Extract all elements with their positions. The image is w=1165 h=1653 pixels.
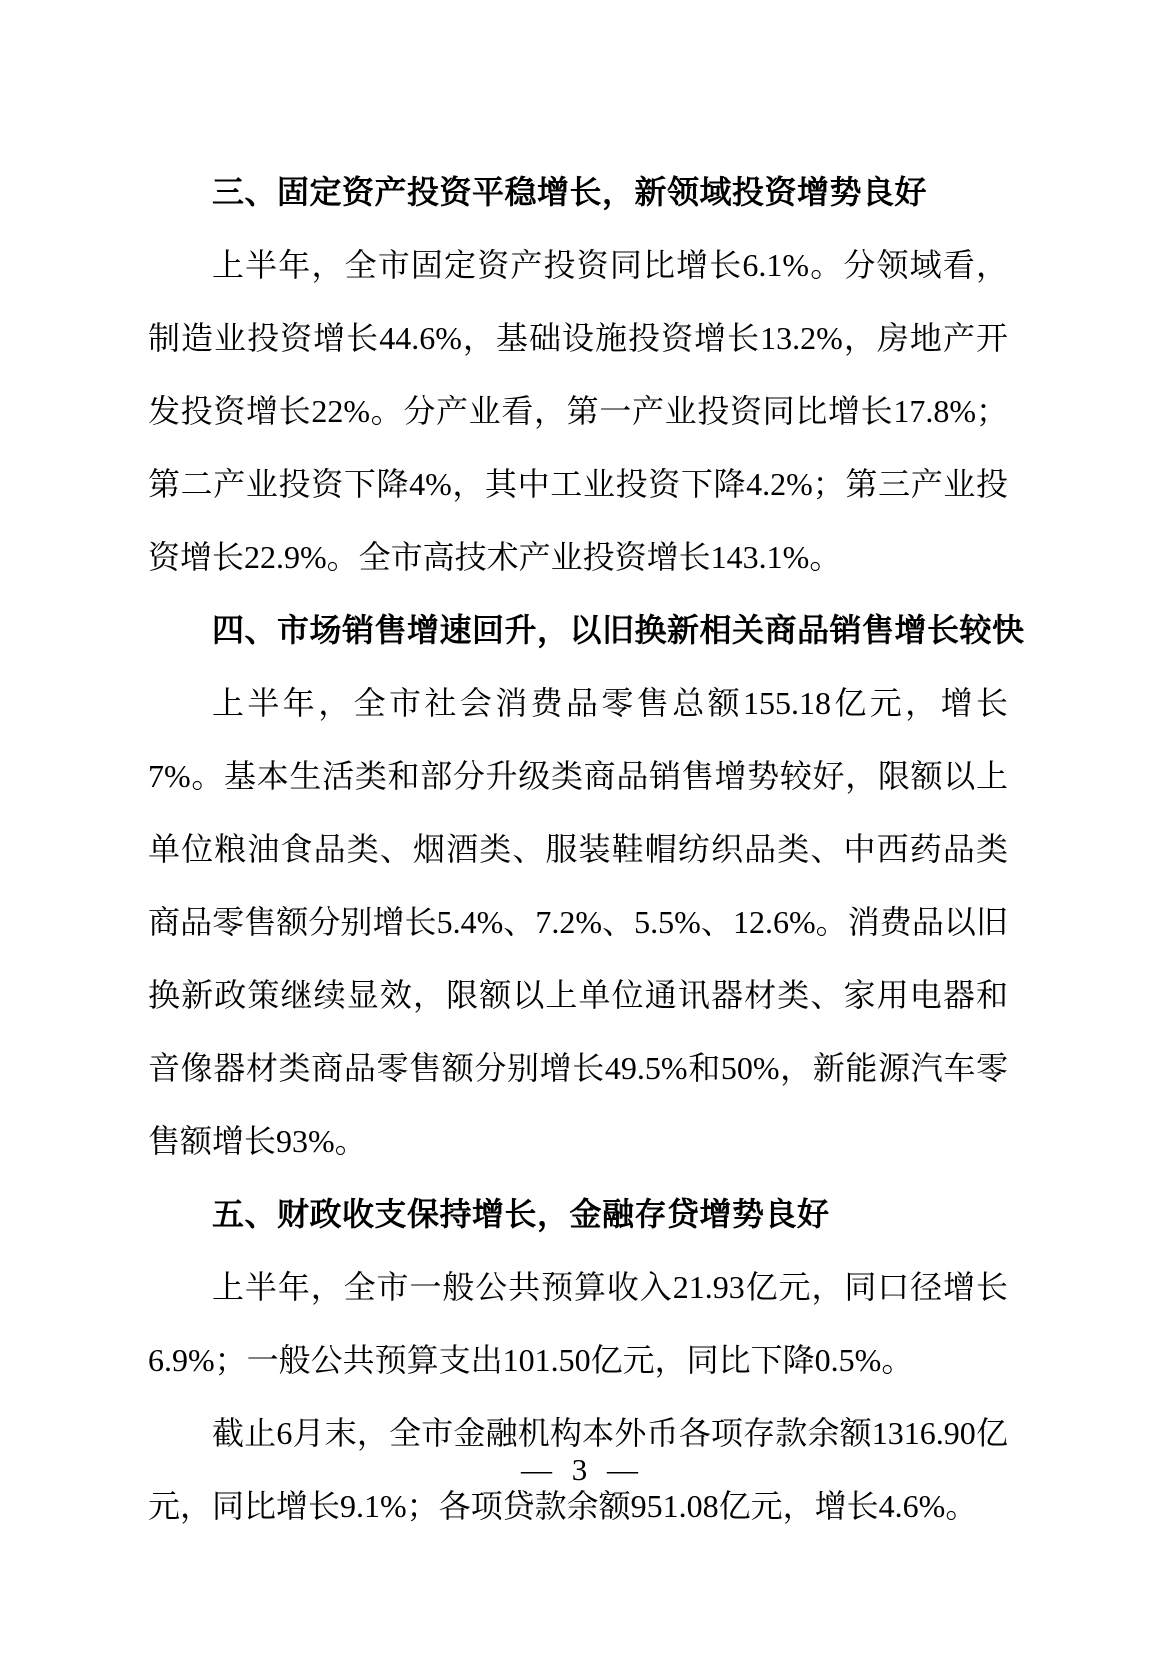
section-market-sales bbox=[148, 594, 1025, 1178]
page-footer bbox=[0, 1450, 1165, 1490]
document-body bbox=[148, 156, 1025, 1543]
section-heading: 四、市场销售增速回升，以旧换新相关商品销售增长较快 bbox=[212, 612, 1025, 648]
section-paragraph: 上半年，全市一般公共预算收入21.93亿元，同口径增长6.9%；一般公共预算支出101.50亿元，同比下降0.5%。 bbox=[148, 1269, 1008, 1378]
section-fixed-asset-investment bbox=[148, 156, 1008, 594]
page-number: — 3 — bbox=[521, 1452, 644, 1487]
section-heading: 五、财政收支保持增长，金融存贷增势良好 bbox=[212, 1196, 830, 1232]
section-heading: 三、固定资产投资平稳增长，新领域投资增势良好 bbox=[212, 174, 928, 210]
section-paragraph: 上半年，全市社会消费品零售总额155.18亿元，增长7%。基本生活类和部分升级类商品销售增势较好，限额以上单位粮油食品类、烟酒类、服装鞋帽纺织品类、中西药品类商品零售额分别增长5.4%、7.2%、5.5%、12.6%。消费品以旧换新政策继续显效，限额以上单位通讯器材类、家用电器和音像器材类商品零售额分别增长49.5%和50%，新能源汽车零售额增长93%。 bbox=[148, 685, 1008, 1159]
section-paragraph: 截止6月末，全市金融机构本外币各项存款余额1316.90亿元，同比增长9.1%；各项贷款余额951.08亿元，增长4.6%。 bbox=[148, 1415, 1008, 1524]
section-paragraph: 上半年，全市固定资产投资同比增长6.1%。分领域看，制造业投资增长44.6%，基础设施投资增长13.2%，房地产开发投资增长22%。分产业看，第一产业投资同比增长17.8%；第二产业投资下降4%，其中工业投资下降4.2%；第三产业投资增长22.9%。全市高技术产业投资增长143.1%。 bbox=[148, 247, 1008, 575]
